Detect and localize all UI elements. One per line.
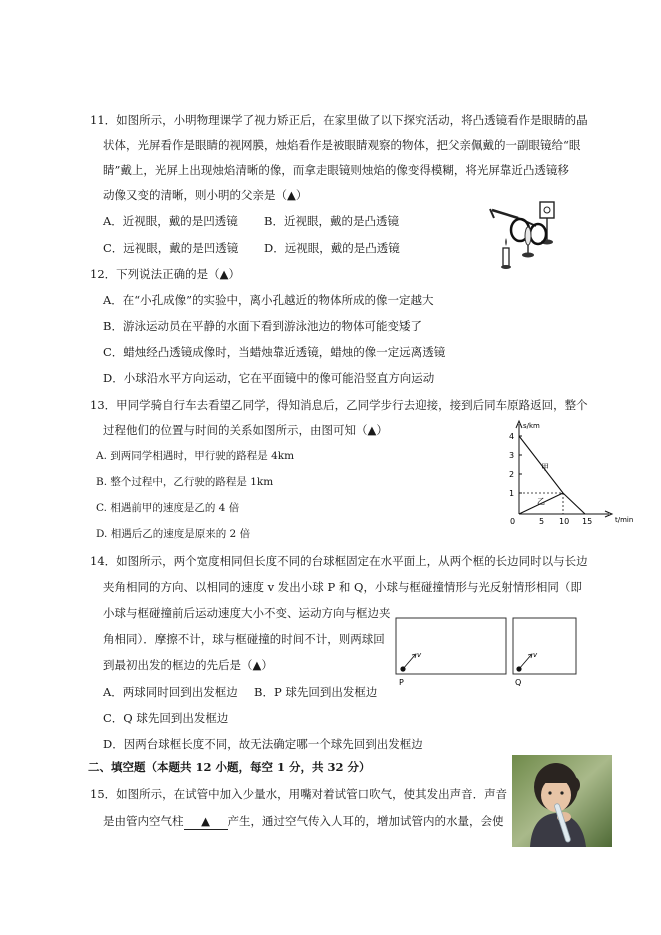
- q15-line-2-end: 产生，通过空气传入人耳的，增加试管内的水量，会使: [227, 814, 504, 828]
- ball-p-label: P: [399, 678, 404, 687]
- q13-option-b: B. 整个过程中，乙行驶的路程是 1km: [96, 476, 274, 488]
- billiard-frames-illustration: [395, 617, 585, 689]
- q12-option-b: B．游泳运动员在平静的水面下看到游泳池边的物体可能变矮了: [103, 319, 422, 333]
- q11-option-a: A．近视眼，戴的是凹透镜: [103, 214, 238, 228]
- velocity-label-p: v: [417, 651, 422, 659]
- q11-option-d: D．远视眼，戴的是凸透镜: [264, 241, 400, 255]
- q13-option-a: A. 到两同学相遇时，甲行驶的路程是 4km: [96, 450, 295, 462]
- distance-time-graph: [505, 418, 645, 526]
- x-tick-label: 10: [559, 517, 570, 526]
- q14-line-3: 小球与框碰撞前后运动速度大小不变、运动方向与框边夹: [103, 606, 391, 620]
- q12-option-a: A．在“小孔成像”的实验中，离小孔越近的物体所成的像一定越大: [103, 293, 434, 307]
- q11-line-3: 睛”戴上，光屏上出现烛焰清晰的像，而拿走眼镜则烛焰的像变得模糊，将光屏靠近凸透镜移: [103, 163, 569, 177]
- q13-option-c: C. 相遇前甲的速度是乙的 4 倍: [96, 502, 240, 514]
- q13-option-d: D. 相遇后乙的速度是原来的 2 倍: [96, 528, 251, 540]
- q15-line-2-start: 是由管内空气柱: [103, 814, 184, 828]
- frame-p: [396, 618, 506, 674]
- y-tick-label: 2: [509, 470, 515, 479]
- yi-label: 乙: [537, 497, 545, 506]
- x-tick-label: 0: [510, 517, 516, 526]
- q13-line-2: 过程他们的位置与时间的关系如图所示，由图可知（▲）: [103, 423, 388, 437]
- jia-label: 甲: [541, 463, 549, 472]
- y-tick-label: 1: [509, 489, 515, 498]
- q15-answer-blank: ▲: [184, 813, 228, 830]
- q11-option-c: C．远视眼，戴的是凹透镜: [103, 241, 239, 255]
- q12-option-d: D．小球沿水平方向运动，它在平面镜中的像可能沿竖直方向运动: [103, 371, 435, 385]
- q11-option-b: B．近视眼，戴的是凸透镜: [264, 214, 399, 228]
- velocity-label-q: v: [533, 651, 538, 659]
- ball-q-label: Q: [515, 678, 522, 687]
- y-axis-label: s/km: [523, 422, 540, 430]
- y-tick-label: 4: [509, 432, 515, 441]
- q14-option-d: D．因两台球框长度不同，故无法确定哪一个球先回到出发框边: [103, 737, 423, 751]
- q11-line-4: 动像又变的清晰，则小明的父亲是（▲）: [103, 188, 308, 202]
- q14-option-b: B．P 球先回到出发框边: [254, 685, 378, 699]
- q15-line-1: 15．如图所示，在试管中加入少量水，用嘴对着试管口吹气，使其发出声音．声音: [90, 787, 508, 801]
- q14-option-a: A．两球同时回到出发框边: [103, 685, 238, 699]
- child-blowing-test-tube-photo: [512, 755, 612, 847]
- q14-line-2: 夹角相同的方向、以相同的速度 v 发出小球 P 和 Q，小球与框碰撞情形与光反射情形相同（即: [103, 580, 582, 594]
- q11-line-2: 状体，光屏看作是眼睛的视网膜，烛焰看作是被眼睛观察的物体，把父亲佩戴的一副眼镜给“眼: [103, 138, 581, 152]
- q14-line-4: 角相同）．摩擦不计，球与框碰撞的时间不计，则两球回: [103, 632, 385, 646]
- x-tick-label: 15: [582, 517, 593, 526]
- q15-line-2: [103, 813, 504, 830]
- glasses-lens-candle-illustration: [488, 196, 574, 272]
- q14-option-c: C．Q 球先回到出发框边: [103, 711, 229, 725]
- x-axis-label: t/min: [615, 516, 634, 524]
- q14-line-5: 到最初出发的框边的先后是（▲）: [103, 658, 273, 672]
- x-tick-label: 5: [539, 517, 545, 526]
- jia-line: [519, 436, 585, 514]
- q12-option-c: C．蜡烛经凸透镜成像时，当蜡烛靠近透镜，蜡烛的像一定远离透镜: [103, 345, 446, 359]
- q11-line-1: 11．如图所示，小明物理课学了视力矫正后，在家里做了以下探究活动，将凸透镜看作是眼睛的晶: [90, 113, 588, 127]
- q14-line-1: 14．如图所示，两个宽度相同但长度不同的台球框固定在水平面上，从两个框的长边同时以与长边: [90, 554, 588, 568]
- section-heading-fill-in-blank: 二、填空题（本题共 12 小题，每空 1 分，共 32 分）: [88, 760, 371, 774]
- q13-line-1: 13．甲同学骑自行车去看望乙同学，得知消息后，乙同学步行去迎接，接到后同车原路返回，整个: [90, 398, 588, 412]
- q12-stem: 12．下列说法正确的是（▲）: [90, 267, 240, 281]
- y-tick-label: 3: [509, 451, 515, 460]
